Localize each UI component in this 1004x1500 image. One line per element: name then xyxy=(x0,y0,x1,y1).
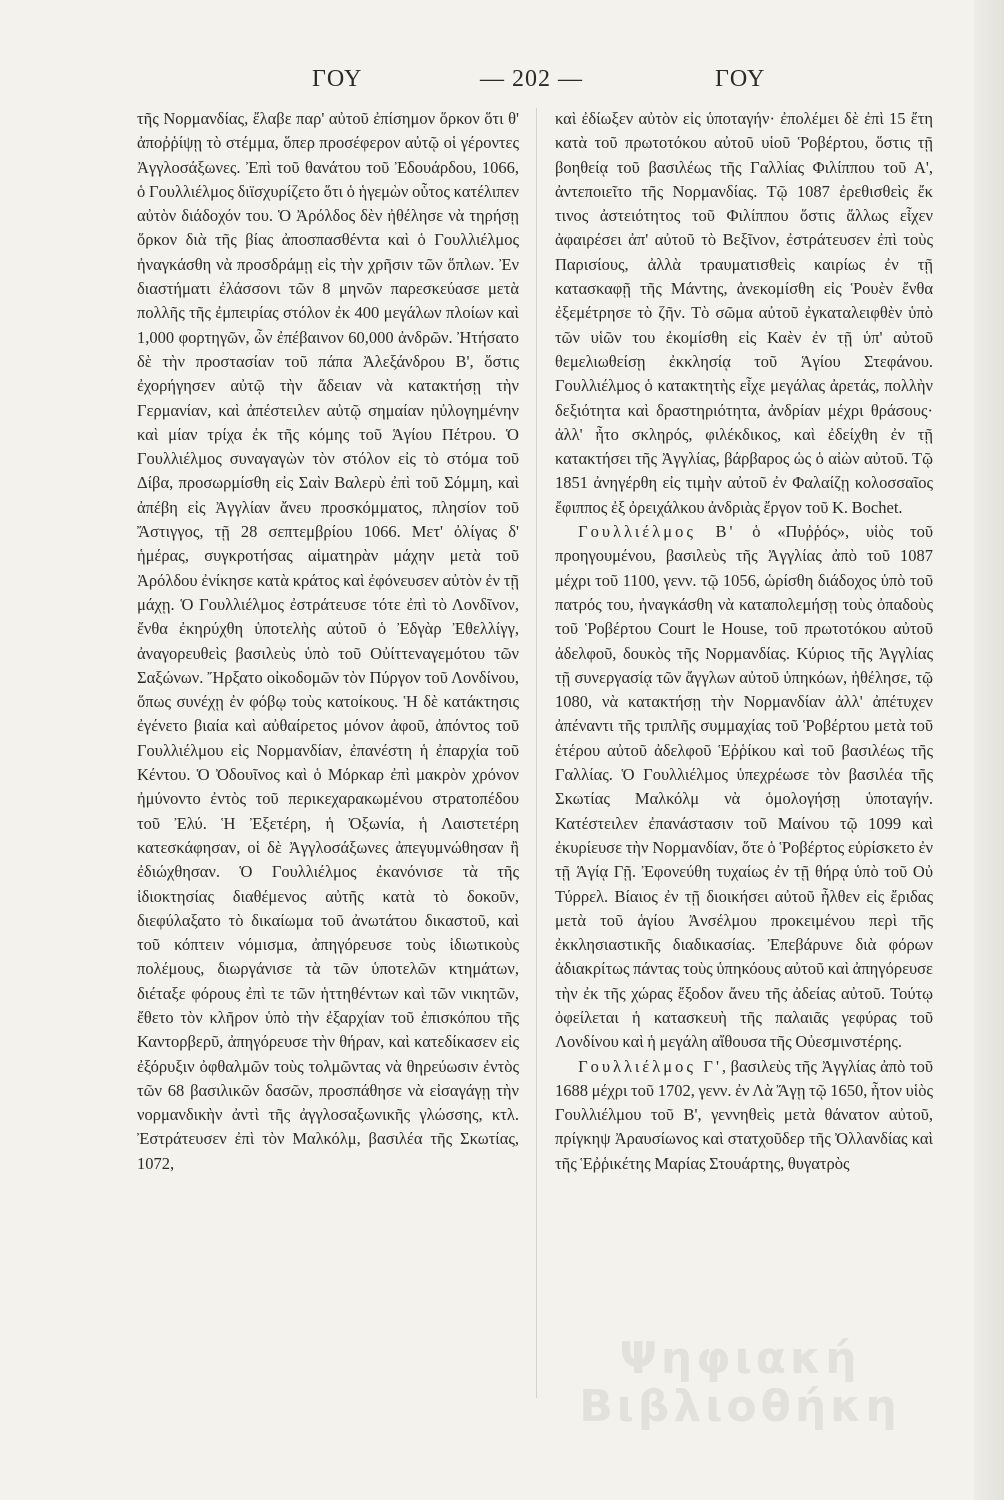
left-column xyxy=(137,107,519,1402)
entry-william-iii xyxy=(555,1055,933,1176)
page-number: — 202 — xyxy=(480,66,583,92)
entry-heading-william-ii: Γουλλιέλμος Β' xyxy=(578,522,736,542)
library-watermark: Ψηφιακή Βιβλιοθήκη xyxy=(579,1333,901,1432)
right-column xyxy=(555,107,933,1402)
entry-body-william-ii: ὁ «Πυῤῥός», υἱὸς τοῦ προηγουμένου, βασιλεὺς τῆς Ἀγγλίας ἀπὸ τοῦ 1087 μέχρι τοῦ 1100, γενν. τῷ 1056, ὡρίσθη διάδοχος ὑπὸ τοῦ πατρός του, ἠναγκάσθη νὰ καταπολεμήσῃ τοὺς ὀπαδοὺς τοῦ Ῥοβέρτου Court le House, τοῦ πρωτοτόκου αὐτοῦ ἀδελφοῦ, δουκὸς τῆς Νορμανδίας. Κύριος τῆς Ἀγγλίας τῇ συνεργασίᾳ τῶν ἄγγλων αὐτοῦ ὑπηκόων, ἠθέλησε, τῷ 1080, νὰ κατακτήσῃ τὴν Νορμανδίαν ἀλλ' ἀπέτυχεν ἀπέναντι τῆς τριπλῆς συμμαχίας τοῦ Ῥοβέρτου μετὰ τοῦ ἑτέρου αὐτοῦ ἀδελφοῦ Ἑῤῥίκου καὶ τοῦ βασιλέως τῆς Γαλλίας. Ὁ Γουλλιέλμος ὑπεχρέωσε τὸν βασιλέα τῆς Σκωτίας Μαλκόλμ νὰ ὁμολογήσῃ ὑποταγήν. Κατέστειλεν ἐπανάστασιν τοῦ Μαίνου τῷ 1099 καὶ ἐκυρίευσε τὴν Νορμανδίαν, ὅτε ὁ Ῥοβέρτος εὑρίσκετο ἐν τῇ Ἁγίᾳ Γῇ. Ἐφονεύθη τυχαίως ἐν τῇ θήρᾳ ὑπὸ τοῦ Οὐ Τύρρελ. Βίαιος ἐν τῇ διοικήσει αὐτοῦ ἦλθεν εἰς ἔριδας μετὰ τοῦ ἁγίου Ἀνσέλμου προκειμένου περὶ τῆς ἐκκλησιαστικῆς διαδικασίας. Ἐπεβάρυνε διὰ φόρων ἀδιακρίτως πάντας τοὺς ὑπηκόους αὐτοῦ καὶ ἀπηγόρευσε τὴν ἐκ τῆς χώρας ἔξοδον ἄνευ τῆς ἀδείας αὐτοῦ. Τούτῳ ὀφείλεται ἡ κατασκευὴ τῆς παλαιᾶς γεφύρας τοῦ Λονδίνου καὶ ἡ μεγάλη αἴθουσα τῆς Οὐεσμινστέρης. xyxy=(555,522,933,1052)
left-column-paragraph: τῆς Νορμανδίας, ἔλαβε παρ' αὐτοῦ ἐπίσημον ὅρκον ὅτι θ' ἀποῤῥίψῃ τὸ στέμμα, ὅπερ προσέφερον αὐτῷ οἱ γέροντες Ἀγγλοσάξωνες. Ἐπὶ τοῦ θανάτου τοῦ Ἐδουάρδου, 1066, ὁ Γουλλιέλμος διϊσχυρίζετο ὅτι ὁ ἡγεμὼν οὗτος κατέλιπεν αὐτὸν διάδοχόν του. Ὁ Ἀρόλδος δὲν ἠθέλησε νὰ τηρήσῃ ὅρκον διὰ τῆς βίας ἀποσπασθέντα καὶ ὁ Γουλλιέλμος ἠναγκάσθη νὰ προσδράμῃ εἰς τὴν χρῆσιν τῶν ὅπλων. Ἐν διαστήματι ἐλάσσονι τῶν 8 μηνῶν παρεσκεύασε μετὰ πολλῆς τῆς ἐμπειρίας στόλον ἐκ 400 μεγάλων πλοίων καὶ 1,000 φορτηγῶν, ὧν ἐπέβαινον 60,000 ἀνδρῶν. Ἠτήσατο δὲ τὴν προστασίαν τοῦ πάπα Ἀλεξάνδρου Β', ὅστις ἐχορήγησεν αὐτῷ τὴν ἄδειαν νὰ κατακτήσῃ τὴν Γερμανίαν, καὶ ἀπέστειλεν αὐτῷ σημαίαν ηὐλογημένην καὶ μίαν τρίχα ἐκ τῆς κόμης τοῦ Ἁγίου Πέτρου. Ὁ Γουλλιέλμος συναγαγὼν τὸν στόλον εἰς τὸ στόμα τοῦ Δίβα, προσωρμίσθη εἰς Σαὶν Βαλερὺ ἐπὶ τοῦ Σόμμη, καὶ ἀπέβη εἰς Ἀγγλίαν ἄνευ προσκόμματος, πλησίον τοῦ Ἄστιγγος, τῇ 28 σεπτεμβρίου 1066. Μετ' ὀλίγας δ' ἡμέρας, συγκροτήσας αἱματηρὰν μάχην μετὰ τοῦ Ἀρόλδου ἐνίκησε κατὰ κράτος καὶ ἐφόνευσεν αὐτὸν ἐν τῇ μάχῃ. Ὁ Γουλλιέλμος ἐστράτευσε τότε ἐπὶ τὸ Λονδῖνον, ἔνθα ἐκηρύχθη ὑποτελὴς αὐτοῦ ὁ Ἐδγὰρ Ἐθελλίγγ, ἀναγορευθεὶς βασιλεὺς ὑπὸ τοῦ Οὐίττεναγεμότου τῶν Σαξώνων. Ἤρξατο οἰκοδομῶν τὸν Πύργον τοῦ Λονδίνου, ὅπως συνέχῃ ἐν φόβῳ τοὺς κατοίκους. Ἡ δὲ κατάκτησις ἐγένετο βιαία καὶ αὐθαίρετος μόνον ἀφοῦ, ἀπόντος τοῦ Γουλλιέλμου εἰς Νορμανδίαν, ἐπανέστη ἡ ἐπαρχία τοῦ Κέντου. Ὁ Ὀδουῖνος καὶ ὁ Μόρκαρ ἐπὶ μακρὸν χρόνον ἠμύνοντο ἐντὸς τοῦ περικεχαρακωμένου στρατοπέδου τοῦ Ἐλύ. Ἡ Ἐξετέρη, ἡ Ὀξωνία, ἡ Λαιστετέρη κατεσκάφησαν, οἱ δὲ Ἀγγλοσάξωνες ἀπεγυμνώθησαν ἢ ἐδιώχθησαν. Ὁ Γουλλιέλμος ἐκανόνισε τὰ τῆς ἰδιοκτησίας διαθέμενος αὐτῆς κατὰ τὸ δοκοῦν, διεφύλαξατο τὸ δικαίωμα τοῦ ἀνωτάτου δικαστοῦ, καὶ τοῦ κόπτειν νόμισμα, ἀπηγόρευσε τοὺς ἰδιωτικοὺς πολέμους, διωργάνισε τὰ τῶν ὑποτελῶν κτημάτων, διέταξε φόρους ἐπὶ τε τῶν ἡττηθέντων καὶ τῶν νικητῶν, ἔθετο τὸν κλῆρον ὑπὸ τὴν ἐξαρχίαν τοῦ ἐπισκόπου τῆς Καντορβερῦ, ἀπηγόρευσε τὴν θήραν, καὶ κατεδίκασεν εἰς ἐξόρυξιν ὀφθαλμῶν τοὺς τολμῶντας νὰ θηρεύωσιν ἐντὸς τῶν 68 βασιλικῶν δασῶν, προσπάθησε νὰ εἰσαγάγῃ τὴν νορμανδικὴν ἀντὶ τῆς ἀγγλοσαξωνικῆς γλώσσης, κτλ. Ἐστράτευσεν ἐπὶ τὸν Μαλκόλμ, βασιλέα τῆς Σκωτίας, 1072, xyxy=(137,109,519,1173)
entry-william-ii xyxy=(555,520,933,1055)
entry-heading-william-iii: Γουλλιέλμος Γ' xyxy=(578,1056,722,1076)
page-edge-shadow xyxy=(974,0,1004,1500)
header-left-word: ΓΟΥ xyxy=(312,66,363,92)
right-column-paragraph-1 xyxy=(555,107,933,520)
header-right-word: ΓΟΥ xyxy=(715,66,766,92)
running-header xyxy=(100,66,875,106)
column-divider xyxy=(536,108,537,1398)
entry-body-william-iii: , βασιλεὺς τῆς Ἀγγλίας ἀπὸ τοῦ 1688 μέχρι τοῦ 1702, γενν. ἐν Λὰ Ἄγῃ τῷ 1650, ἦτον υἱὸς Γουλλιέλμου τοῦ Β', γεννηθεὶς μετὰ θάνατον αὐτοῦ, πρίγκηψ Ἀραυσίωνος καὶ στατχοῦδερ τῆς Ὀλλανδίας καὶ τῆς Ἑῤῥικέτης Μαρίας Στουάρτης, θυγατρὸς xyxy=(555,1056,933,1173)
entry-continuation-text: καὶ ἐδίωξεν αὐτὸν εἰς ὑποταγήν· ἐπολέμει δὲ ἐπὶ 15 ἔτη κατὰ τοῦ πρωτοτόκου αὐτοῦ υἱοῦ Ῥοβέρτου, ὅστις τῇ βοηθείᾳ τοῦ βασιλέως τῆς Γαλλίας Φιλίππου τοῦ Α', ἀντεποιεῖτο τῆς Νορμανδίας. Τῷ 1087 ἐρεθισθεὶς ἔκ τινος ἀστειότητος τοῦ Φιλίππου ὅστις ἄλλως εἶχεν ἀφαιρέσει ἀπ' αὐτοῦ τὸ Βεξῖνον, ἐστράτευσεν ἐπὶ τοὺς Παρισίους, ἀλλὰ τραυματισθεὶς καιρίως ἐν τῇ κατασκαφῇ τῆς Μάντης, ἀνεκομίσθη εἰς Ῥουὲν ἔνθα ἐξεμέτρησε τὸ ζῆν. Τὸ σῶμα αὐτοῦ ἐγκαταλειφθὲν ὑπὸ τῶν υἱῶν του ἐκομίσθη εἰς Καὲν ἐν τῇ ὑπ' αὐτοῦ θεμελιωθείσῃ ἐκκλησίᾳ τοῦ Ἁγίου Στεφάνου. Γουλλιέλμος ὁ κατακτητὴς εἶχε μεγάλας ἀρετάς, πολλὴν δεξιότητα καὶ δραστηριότητα, ἀνδρίαν μέχρι θράσους· ἀλλ' ἦτο σκληρός, φιλέκδικος, καὶ ἐδείχθη ἐν τῇ κατακτήσει τῆς Ἀγγλίας, βάρβαρος ὡς ὁ αἰὼν αὐτοῦ. Τῷ 1851 ἀνηγέρθη εἰς τιμὴν αὐτοῦ ἐν Φαλαίζῃ κολοσσαῖος ἔφιππος ἐξ ὀρειχάλκου ἀνδριὰς ἔργον τοῦ Κ. Bochet. xyxy=(555,109,933,517)
